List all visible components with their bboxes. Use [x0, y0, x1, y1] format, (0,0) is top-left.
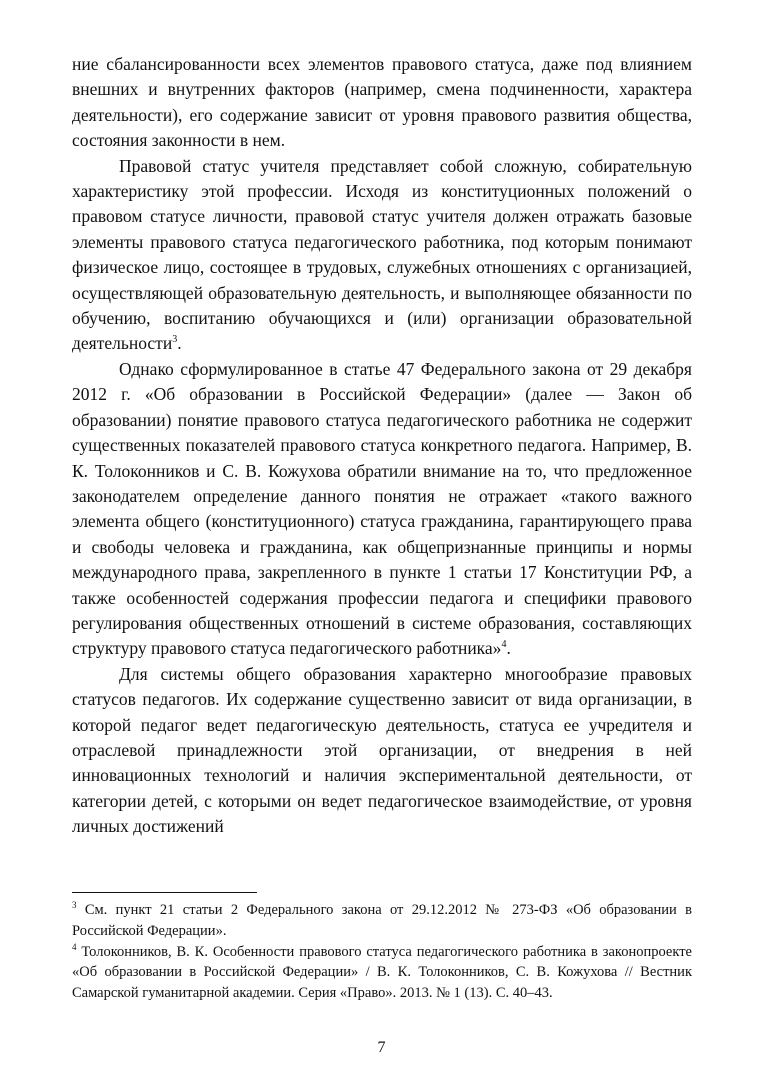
page-number: 7 [377, 1039, 386, 1056]
main-text [72, 52, 692, 840]
footnote-4: $^4$ Толоконников, В. К. Особенности правового статуса педагогического работника в законопроекте «Об образовании в Российской Федерации» / В. К. Толоконников, С. В. Кожухова // Вестник Самарской гуманитарной академии. Серия «Право». 2013. № 1 (13). С. 40–43. [72, 941, 692, 1002]
paragraph-1: ние сбалансированности всех элементов правового статуса, даже под влиянием внешних и внутренних факторов (например, смена подчиненности, характера деятельности), его содержание зависит от уровня правового развития общества, состояния законности в нем. [72, 54, 692, 151]
footnote-number: 4 [72, 941, 77, 952]
paragraph-2: Правовой статус учителя представляет собой сложную, собирательную характеристику этой профессии. Исходя из конституционных положений о правовом статусе личности, правовой статус учителя должен отражать базовые элементы правового статуса педагогического работника, под которым понимают физическое лицо, состоящее в трудовых, служебных отношениях с организацией, осуществляющей образовательную деятельность, и выполняющее обязанности по обучению, воспитанию обучающихся и (или) организации образовательной деятельности$^3$. [72, 155, 692, 354]
footnote-ref-4[interactable]: 4 [501, 639, 507, 651]
footnotes [72, 900, 692, 1004]
footnote-ref-3[interactable]: 3 [172, 334, 178, 346]
paragraph-4: Для системы общего образования характерно многообразие правовых статусов педагогов. Их содержание существенно зависит от вида организации, в которой педагог ведет педагогическую деятельность, статуса ее учредителя и отраслевой принадлежности этой организации, от внедрения в ней инновационных технологий и наличия экспериментальной деятельности, от категории детей, с которыми он ведет педагогическое взаимодействие, от уровня личных достижений [72, 663, 692, 837]
footnote-3: $^3$ См. пункт 21 статьи 2 Федерального закона от 29.12.2012 № 273-ФЗ «Об образовании в Российской Федерации». [72, 900, 692, 939]
footnote-number: 3 [72, 900, 77, 911]
footnote-separator [72, 892, 257, 893]
paragraph-3: Однако сформулированное в статье 47 Федерального закона от 29 декабря 2012 г. «Об образовании в Российской Федерации» (далее — Закон об образовании) понятие правового статуса педагогического работника не содержит существенных показателей правового статуса конкретного педагога. Например, В. К. Толоконников и С. В. Кожухова обратили внимание на то, что предложенное законодателем определение данного понятия не отражает «такого важного элемента общего (конституционного) статуса гражданина, гарантирующего права и свободы человека и гражданина, как общепризнанные принципы и нормы международного права, закрепленного в пункте 1 статьи 17 Конституции РФ, а также особенностей содержания профессии педагога и специфики правового регулирования общественных отношений в системе образования, составляющих структуру правового статуса педагогического работника»$^4$. [72, 358, 692, 659]
